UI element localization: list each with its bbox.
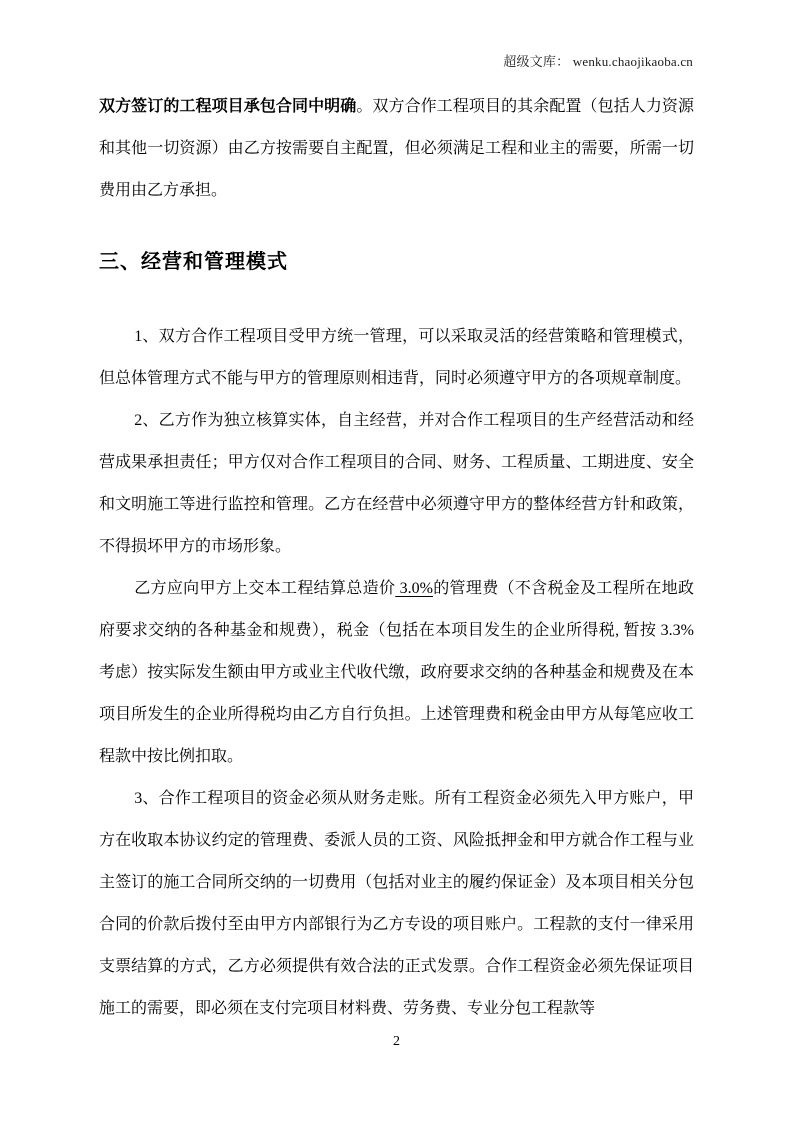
watermark: 超级文库： wenku.chaojikaoba.cn <box>503 54 693 69</box>
intro-rest-text: 。双方合作工程项目的其余配置（包括人力资源和其他一切资源）由乙方按需要自主配置，但必须满足工程和业主的需要，所需一切费用由乙方承担。 <box>99 98 694 199</box>
fee-after-text: 的管理费（不含税金及工程所在地政府要求交纳的各种基金和规费），税金（包括在本项目发生的企业所得税, 暂按 3.3%考虑）按实际发生额由甲方或业主代收代缴，政府要求交纳的各种基金和规费及在本项目所发生的企业所得税均由乙方自行负担。上述管理费和税金由甲方从每笔应收工程款中按比例扣取。 <box>99 580 694 765</box>
paragraph-item2: 2、乙方作为独立核算实体，自主经营，并对合作工程项目的生产经营活动和经营成果承担责任；甲方仅对合作工程项目的合同、财务、工程质量、工期进度、安全和文明施工等进行监控和管理。乙方在经营中必须遵守甲方的整体经营方针和政策，不得损坏甲方的市场形象。 <box>99 412 694 555</box>
fee-before-text: 乙方应向甲方上交本工程结算总造价 <box>134 580 396 597</box>
fee-rate-underlined: 3.0% <box>395 580 433 597</box>
section-heading: 三、经营和管理模式 <box>99 251 288 273</box>
paragraph-fee <box>99 568 694 778</box>
paragraph-intro <box>99 86 694 212</box>
paragraph-item1: 1、双方合作工程项目受甲方统一管理，可以采取灵活的经营策略和管理模式，但总体管理方式不能与甲方的管理原则相违背，同时必须遵守甲方的各项规章制度。 <box>99 328 694 387</box>
intro-bold-text: 双方签订的工程项目承包合同中明确 <box>99 98 357 115</box>
document-content <box>99 86 694 1030</box>
paragraph-item3: 3、合作工程项目的资金必须从财务走账。所有工程资金必须先入甲方账户，甲方在收取本协议约定的管理费、委派人员的工资、风险抵押金和甲方就合作工程与业主签订的施工合同所交纳的一切费用（包括对业主的履约保证金）及本项目相关分包合同的价款后拨付至由甲方内部银行为乙方专设的项目账户。工程款的支付一律采用支票结算的方式，乙方必须提供有效合法的正式发票。合作工程资金必须先保证项目施工的需要，即必须在支付完项目材料费、劳务费、专业分包工程款等 <box>99 790 694 1017</box>
page-number: 2 <box>393 1034 400 1049</box>
